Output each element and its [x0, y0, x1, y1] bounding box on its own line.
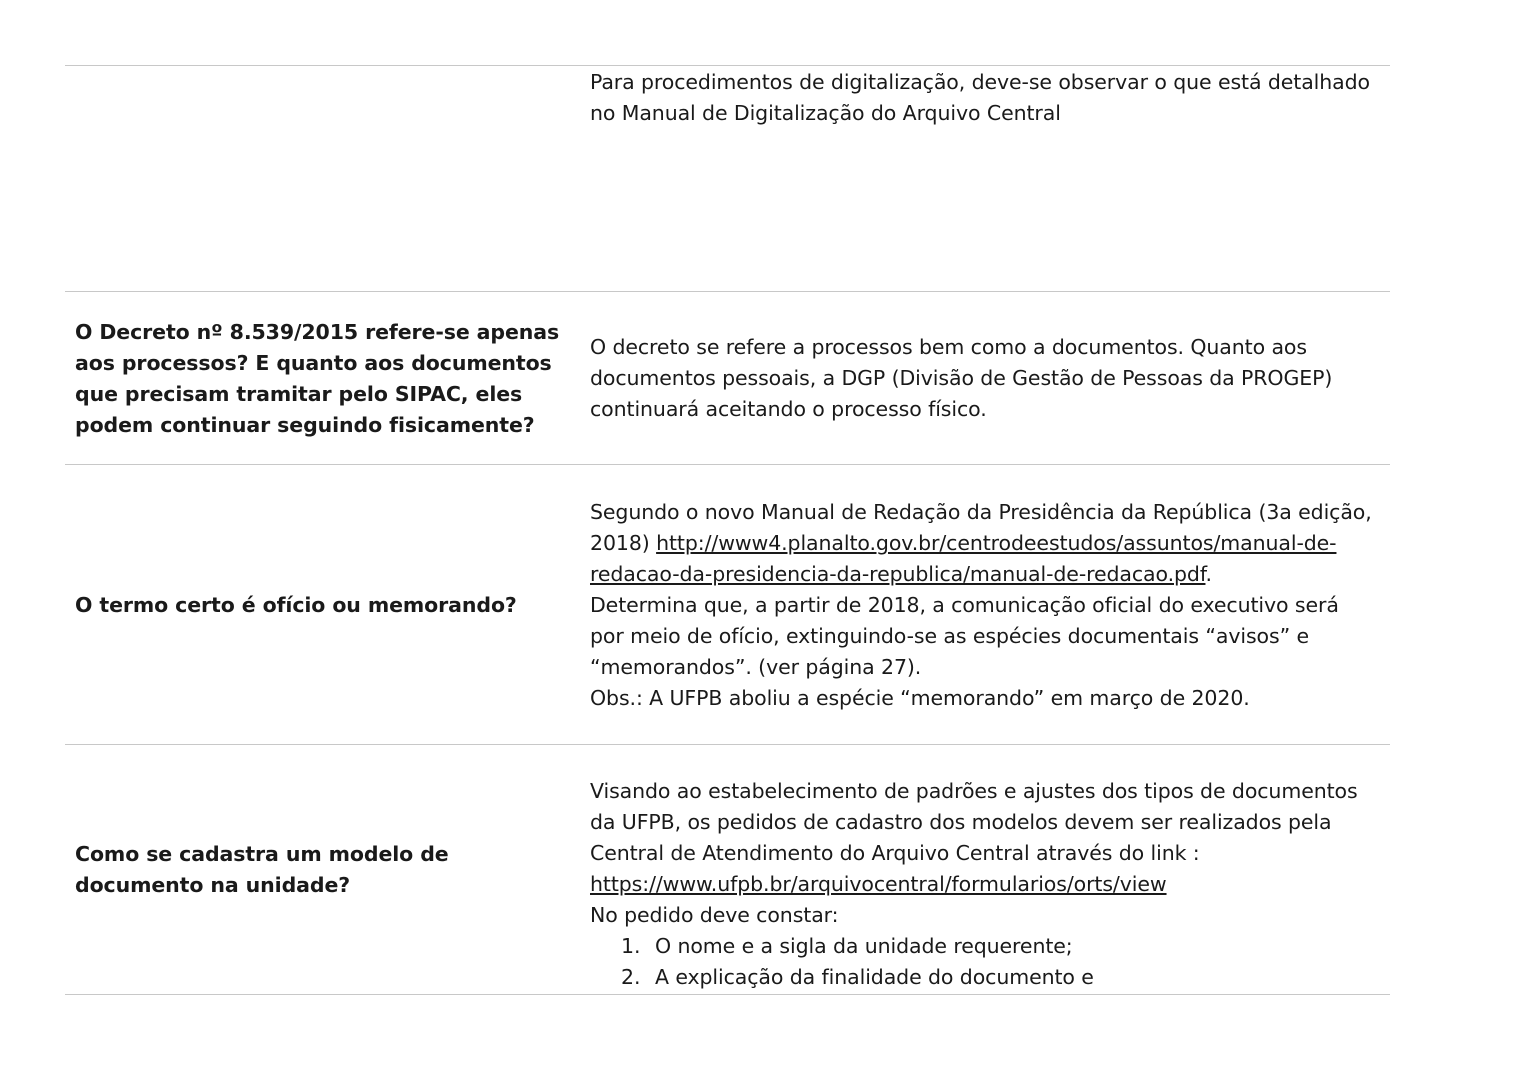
answer-line: Para procedimentos de digitalização, deve-se observar o que está detalhado [590, 70, 1370, 94]
question-oficio-memorando [75, 590, 545, 621]
list-item [590, 931, 1390, 962]
question-line: Como se cadastra um modelo de [75, 842, 449, 866]
table-rule-2 [65, 464, 1390, 465]
answer-oficio-memorando [590, 497, 1390, 714]
answer-line: “memorandos”. (ver página 27). [590, 655, 922, 679]
list-item [590, 962, 1390, 993]
answer-line: por meio de ofício, extinguindo-se as espécies documentais “avisos” e [590, 624, 1310, 648]
answer-line: Determina que, a partir de 2018, a comunicação oficial do executivo será [590, 593, 1339, 617]
answer-line-with-link [590, 528, 1390, 559]
list-number: 2. [621, 965, 641, 989]
table-rule-3 [65, 744, 1390, 745]
answer-line: Obs.: A UFPB aboliu a espécie “memorando” em março de 2020. [590, 686, 1250, 710]
answer-line: O decreto se refere a processos bem como a documentos. Quanto aos [590, 335, 1307, 359]
manual-redacao-link-continued[interactable]: redacao-da-presidencia-da-republica/manual-de-redacao.pdf [590, 562, 1206, 586]
question-cadastro-modelo [75, 839, 545, 901]
question-line: que precisam tramitar pelo SIPAC, eles [75, 382, 523, 406]
question-line: O Decreto nº 8.539/2015 refere-se apenas [75, 320, 560, 344]
answer-line-with-link [590, 869, 1390, 900]
answer-line-with-link [590, 559, 1390, 590]
answer-text: . [1205, 562, 1212, 586]
question-decree [75, 317, 560, 441]
answer-line: da UFPB, os pedidos de cadastro dos modelos devem ser realizados pela [590, 810, 1332, 834]
answer-digitization [590, 67, 1390, 129]
answer-text: 2018) [590, 531, 657, 555]
answer-line: Central de Atendimento do Arquivo Central através do link : [590, 841, 1200, 865]
answer-line: Segundo o novo Manual de Redação da Presidência da República (3a edição, [590, 500, 1372, 524]
table-rule-1 [65, 291, 1390, 292]
list-text: A explicação da finalidade do documento e [655, 965, 1094, 989]
question-line: O termo certo é ofício ou memorando? [75, 593, 517, 617]
question-line: podem continuar seguindo fisicamente? [75, 413, 535, 437]
answer-cadastro-modelo [590, 776, 1390, 993]
list-number: 1. [621, 934, 641, 958]
formularios-orts-link[interactable]: https://www.ufpb.br/arquivocentral/formularios/orts/view [590, 872, 1167, 896]
answer-line: documentos pessoais, a DGP (Divisão de Gestão de Pessoas da PROGEP) [590, 366, 1333, 390]
table-rule-top [65, 65, 1390, 66]
answer-line: Visando ao estabelecimento de padrões e ajustes dos tipos de documentos [590, 779, 1358, 803]
question-line: aos processos? E quanto aos documentos [75, 351, 552, 375]
table-rule-bottom [65, 994, 1390, 995]
manual-redacao-link[interactable]: http://www4.planalto.gov.br/centrodeestudos/assuntos/manual-de- [656, 531, 1337, 555]
answer-line: No pedido deve constar: [590, 903, 839, 927]
list-text: O nome e a sigla da unidade requerente; [655, 934, 1073, 958]
answer-line: no Manual de Digitalização do Arquivo Central [590, 101, 1061, 125]
question-line: documento na unidade? [75, 873, 351, 897]
answer-line: continuará aceitando o processo físico. [590, 397, 987, 421]
answer-decree [590, 332, 1390, 425]
